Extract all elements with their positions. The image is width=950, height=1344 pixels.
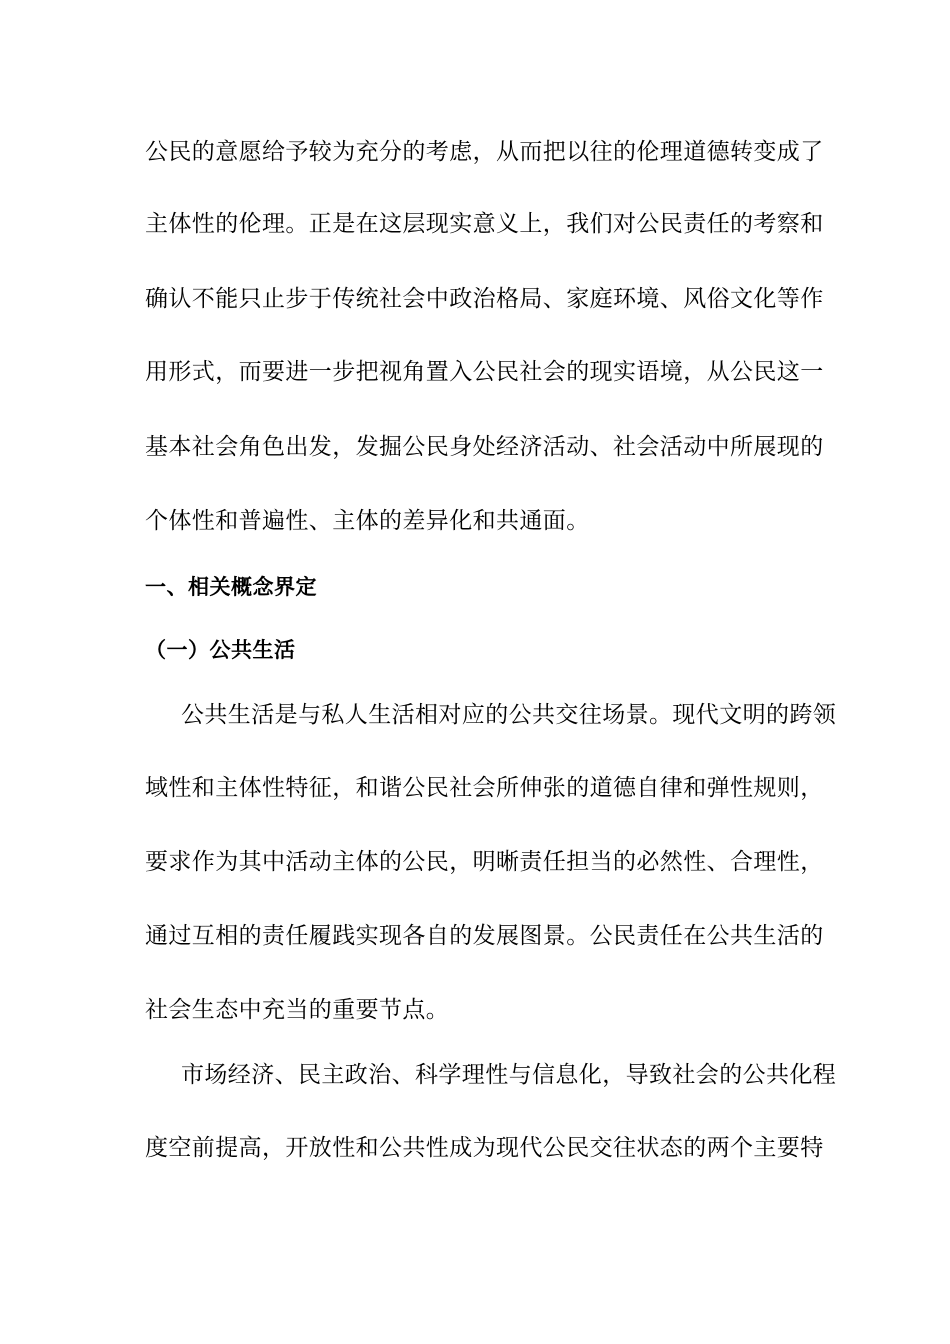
section-heading: 一、相关概念界定 <box>145 575 317 599</box>
public-life-line-3: 要求作为其中活动主体的公民，明晰责任担当的必然性、合理性， <box>145 849 824 875</box>
public-life-line-1: 公共生活是与私人生活相对应的公共交往场景。现代文明的跨领 <box>181 702 837 728</box>
public-life-line-2: 域性和主体性特征，和谐公民社会所伸张的道德自律和弹性规则， <box>145 775 824 801</box>
intro-line-4: 用形式，而要进一步把视角置入公民社会的现实语境，从公民这一 <box>145 359 824 385</box>
intro-line-1: 公民的意愿给予较为充分的考虑，从而把以往的伦理道德转变成了 <box>145 139 824 165</box>
subsection-heading: （一）公共生活 <box>145 638 296 662</box>
public-life-line-5: 社会生态中充当的重要节点。 <box>145 997 450 1023</box>
intro-line-3: 确认不能只止步于传统社会中政治格局、家庭环境、风俗文化等作 <box>145 286 824 312</box>
market-line-2: 度空前提高，开放性和公共性成为现代公民交往状态的两个主要特 <box>145 1135 824 1161</box>
market-line-1: 市场经济、民主政治、科学理性与信息化，导致社会的公共化程 <box>181 1062 837 1088</box>
intro-line-5: 基本社会角色出发，发掘公民身处经济活动、社会活动中所展现的 <box>145 434 824 460</box>
intro-line-6: 个体性和普遍性、主体的差异化和共通面。 <box>145 508 590 534</box>
public-life-line-4: 通过互相的责任履践实现各自的发展图景。公民责任在公共生活的 <box>145 923 824 949</box>
intro-line-2: 主体性的伦理。正是在这层现实意义上，我们对公民责任的考察和 <box>145 211 824 237</box>
